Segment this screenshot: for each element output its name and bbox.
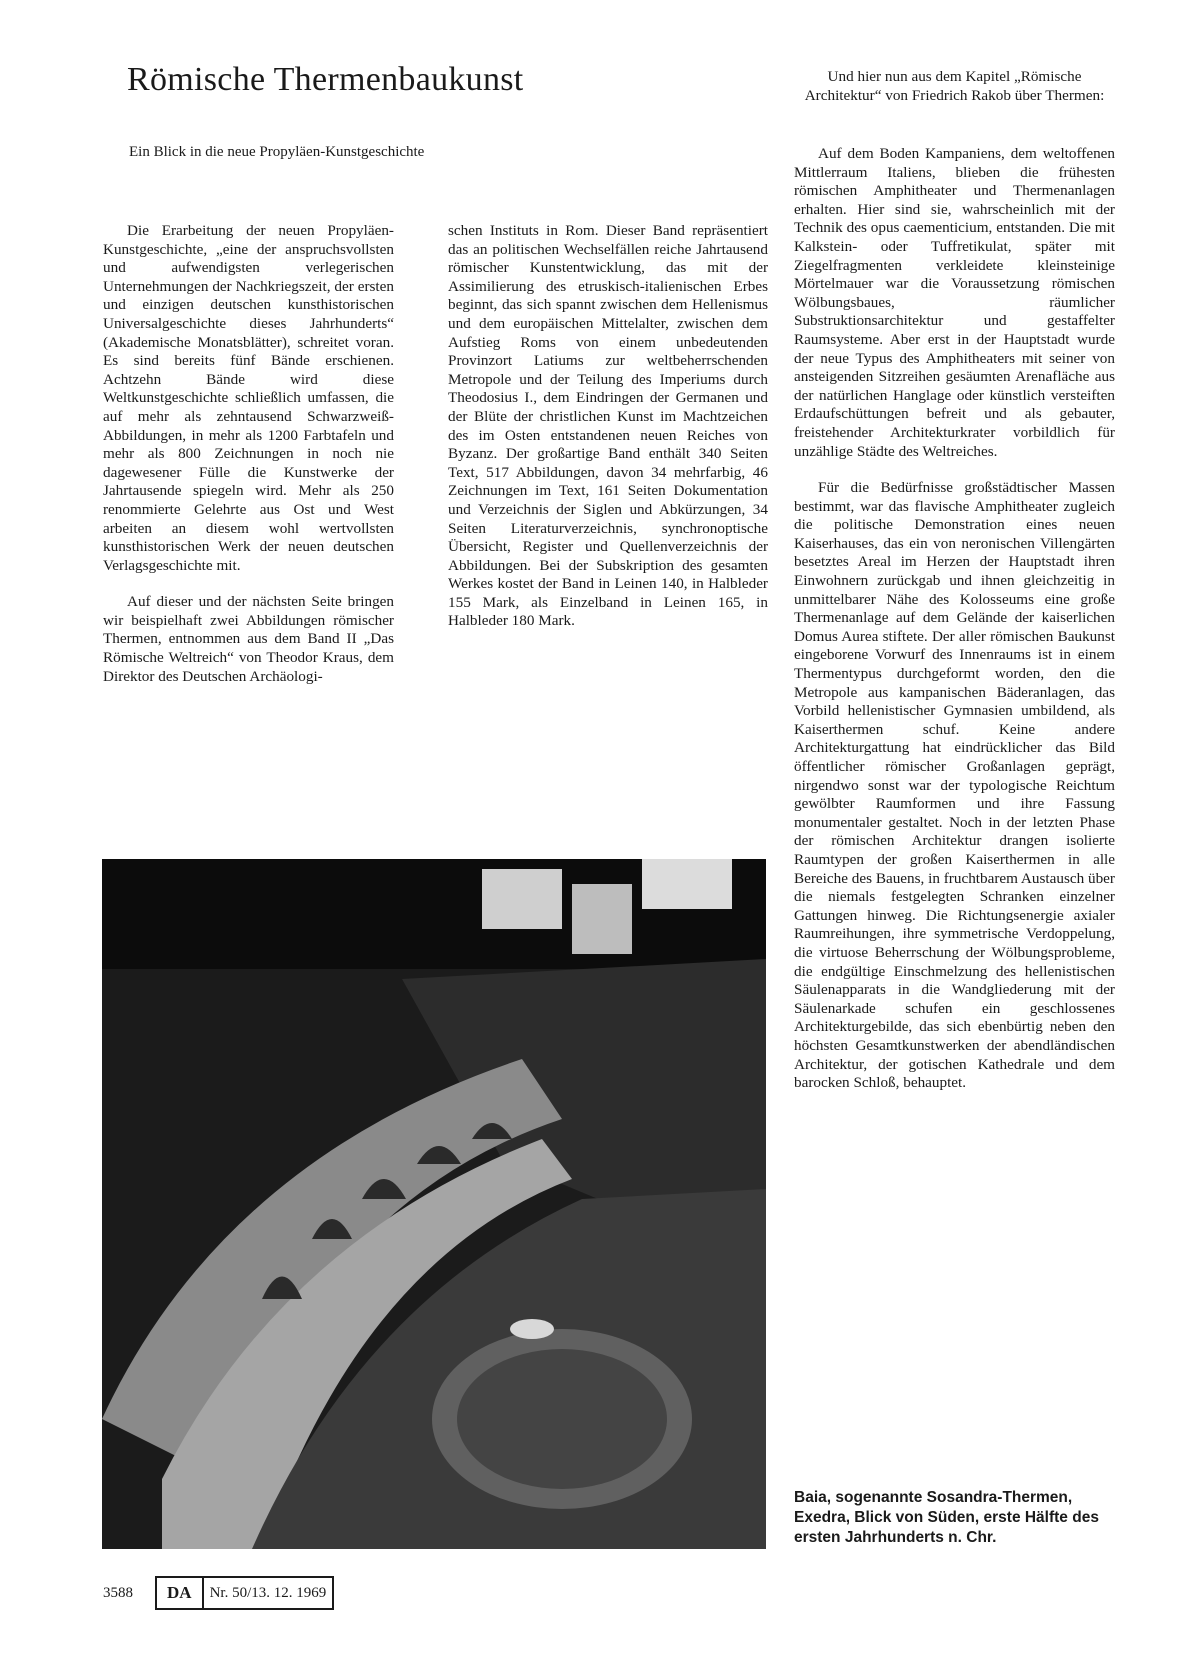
photo-caption: Baia, sogenannte Sosandra-Thermen, Exedra, Blick von Süden, erste Hälfte des ersten Jahrhunderts n. Chr.: [794, 1489, 1099, 1546]
paragraph: Auf dem Boden Kampaniens, dem weltoffenen Mittlerraum Italiens, blieben die frühesten römischen Amphitheater und Thermenanlagen erhalten. Hier sind sie, wahrscheinlich mit der Technik des opus caementicium, entstanden. Die mit Kalkstein- oder Tuffretikulat, später mit Ziegelfragmenten verkleidete kleinsteinige Mörtelmauer war die Voraussetzung römischen Wölbungsbaues, räumlicher Substruktionsarchitektur und gestaffelter Raumsysteme. Aber erst in der Hauptstadt wurde der neue Typus des Amphitheaters mit seiner von ansteigenden Sitzreihen gesäumten Arenafläche aus der natürlichen Hanglage oder künstlich versteiften Erdaufschüttungen befreit und als gebauter, freistehender Architekturkrater vorbildlich für unzählige Städte des Weltreiches.: [794, 145, 1115, 460]
publication-box: [155, 1576, 334, 1610]
issue-date: Nr. 50/13. 12. 1969: [209, 1584, 327, 1601]
ruins-photo-illustration: [102, 859, 766, 1549]
article-subtitle: Ein Blick in die neue Propyläen-Kunstgeschichte: [129, 144, 425, 160]
article-title: Römische Thermenbaukunst: [127, 61, 524, 98]
page-footer: [103, 1576, 334, 1610]
column-2: [448, 222, 768, 649]
page-number: 3588: [103, 1584, 133, 1601]
paragraph: Die Erarbeitung der neuen Propyläen-Kunstgeschichte, „eine der anspruchsvollsten und aufwendigsten verlegerischen Unternehmungen der Nachkriegszeit, der ersten und einzigen deutschen kunsthistorischen Universalgeschichte dieses Jahrhunderts“ (Akademische Monatsblätter), schreitet voran. Es sind bereits fünf Bände erschienen. Achtzehn Bände wird diese Weltkunstgeschichte schließlich umfassen, die auf mehr als zehntausend Schwarzweiß-Abbildungen, in mehr als 1200 Farbtafeln und mehr als 800 Zeichnungen in noch nie dagewesener Fülle die Kunstwerke der Jahrtausende spiegeln wird. Mehr als 250 renommierte Gelehrte aus Ost und West arbeiten an diesem wohl wertvollsten kunsthistorischen Werk der neuen deutschen Verlagsgeschichte mit.: [103, 222, 394, 574]
publication-logo: DA: [157, 1578, 204, 1608]
paragraph: Auf dieser und der nächsten Seite bringen wir beispielhaft zwei Abbildungen römischer Thermen, entnommen aus dem Band II „Das Römische Weltreich“ von Theodor Kraus, dem Direktor des Deutschen Archäologi-: [103, 593, 394, 685]
column-1: [103, 222, 394, 704]
column-3-intro: Und hier nun aus dem Kapitel „Römische Architektur“ von Friedrich Rakob über Thermen:: [804, 68, 1105, 104]
thermen-photo: [102, 859, 766, 1549]
paragraph: schen Instituts in Rom. Dieser Band repräsentiert das an politischen Wechselfällen reiche Jahrtausend römischer Kunstentwicklung, das mit der Assimilierung des etruskisch-italienischen Erbes beginnt, das sich spannt zwischen dem Hellenismus und dem europäischen Mittelalter, zwischen dem Aufstieg Roms von einem unbedeutenden Provinzort Latiums zur weltbeherrschenden Metropole und der Teilung des Imperiums durch Theodosius I., dem Eindringen der Germanen und der Blüte der christlichen Kunst im Machtzeichen des im Osten entstandenen neuen Reiches von Byzanz. Der großartige Band enthält 340 Seiten Text, 517 Abbildungen, davon 34 mehrfarbig, 46 Zeichnungen im Text, 161 Seiten Dokumentation und Verzeichnis der Siglen und Abkürzungen, 34 Seiten Literaturverzeichnis, synchronoptische Übersicht, Register und Quellenverzeichnis der Abbildungen. Bei der Subskription des gesamten Werkes kostet der Band in Leinen 140, in Halbleder 155 Mark, als Einzelband in Leinen 165, in Halbleder 180 Mark.: [448, 222, 768, 630]
column-3: [794, 145, 1115, 1111]
paragraph: Für die Bedürfnisse großstädtischer Massen bestimmt, war das flavische Amphitheater zugleich die politische Demonstration eines neuen Kaiserhauses, das ein von neronischen Villengärten besetztes Areal im Herzen der Hauptstadt ihren Einwohnern zurückgab und ihnen gleichzeitig in unmittelbarer Nähe des Kolosseums eine große Thermenanlage auf dem Gelände der kaiserlichen Domus Aurea stiftete. Der aller römischen Baukunst eingeborene Vorwurf des Innenraums ist in einem Thermentypus durchgeformt worden, den die Metropole aus kampanischen Bäderanlagen, das Vorbild hellenistischer Gymnasien umbildend, als Kaiserthermen schuf. Keine andere Architekturgattung hat eindrücklicher das Bild öffentlicher römischer Großanlagen geprägt, nirgendwo sonst war der typologische Reichtum gewölbter Raumformen und ihre Fassung monumentaler gestaltet. Noch in der letzten Phase der römischen Architektur drangen isolierte Raumtypen der großen Kaiserthermen in alle Bereiche des Bauens, in fruchtbarem Austausch über die niemals festgelegten Schranken einzelner Gattungen hinweg. Die Richtungsenergie axialer Raumreihungen, ihre symmetrische Verdoppelung, die virtuose Beherrschung der Wölbungsprobleme, die endgültige Einschmelzung des hellenistischen Säulenapparats in die Wandgliederung mit der Säulenarkade schufen ein geschlossenes Architekturgebilde, das sich ebenbürtig neben den höchsten Gesamtkunstwerken der abendländischen Architektur, der gotischen Kathedrale und dem barocken Schloß, behauptet.: [794, 479, 1115, 1092]
